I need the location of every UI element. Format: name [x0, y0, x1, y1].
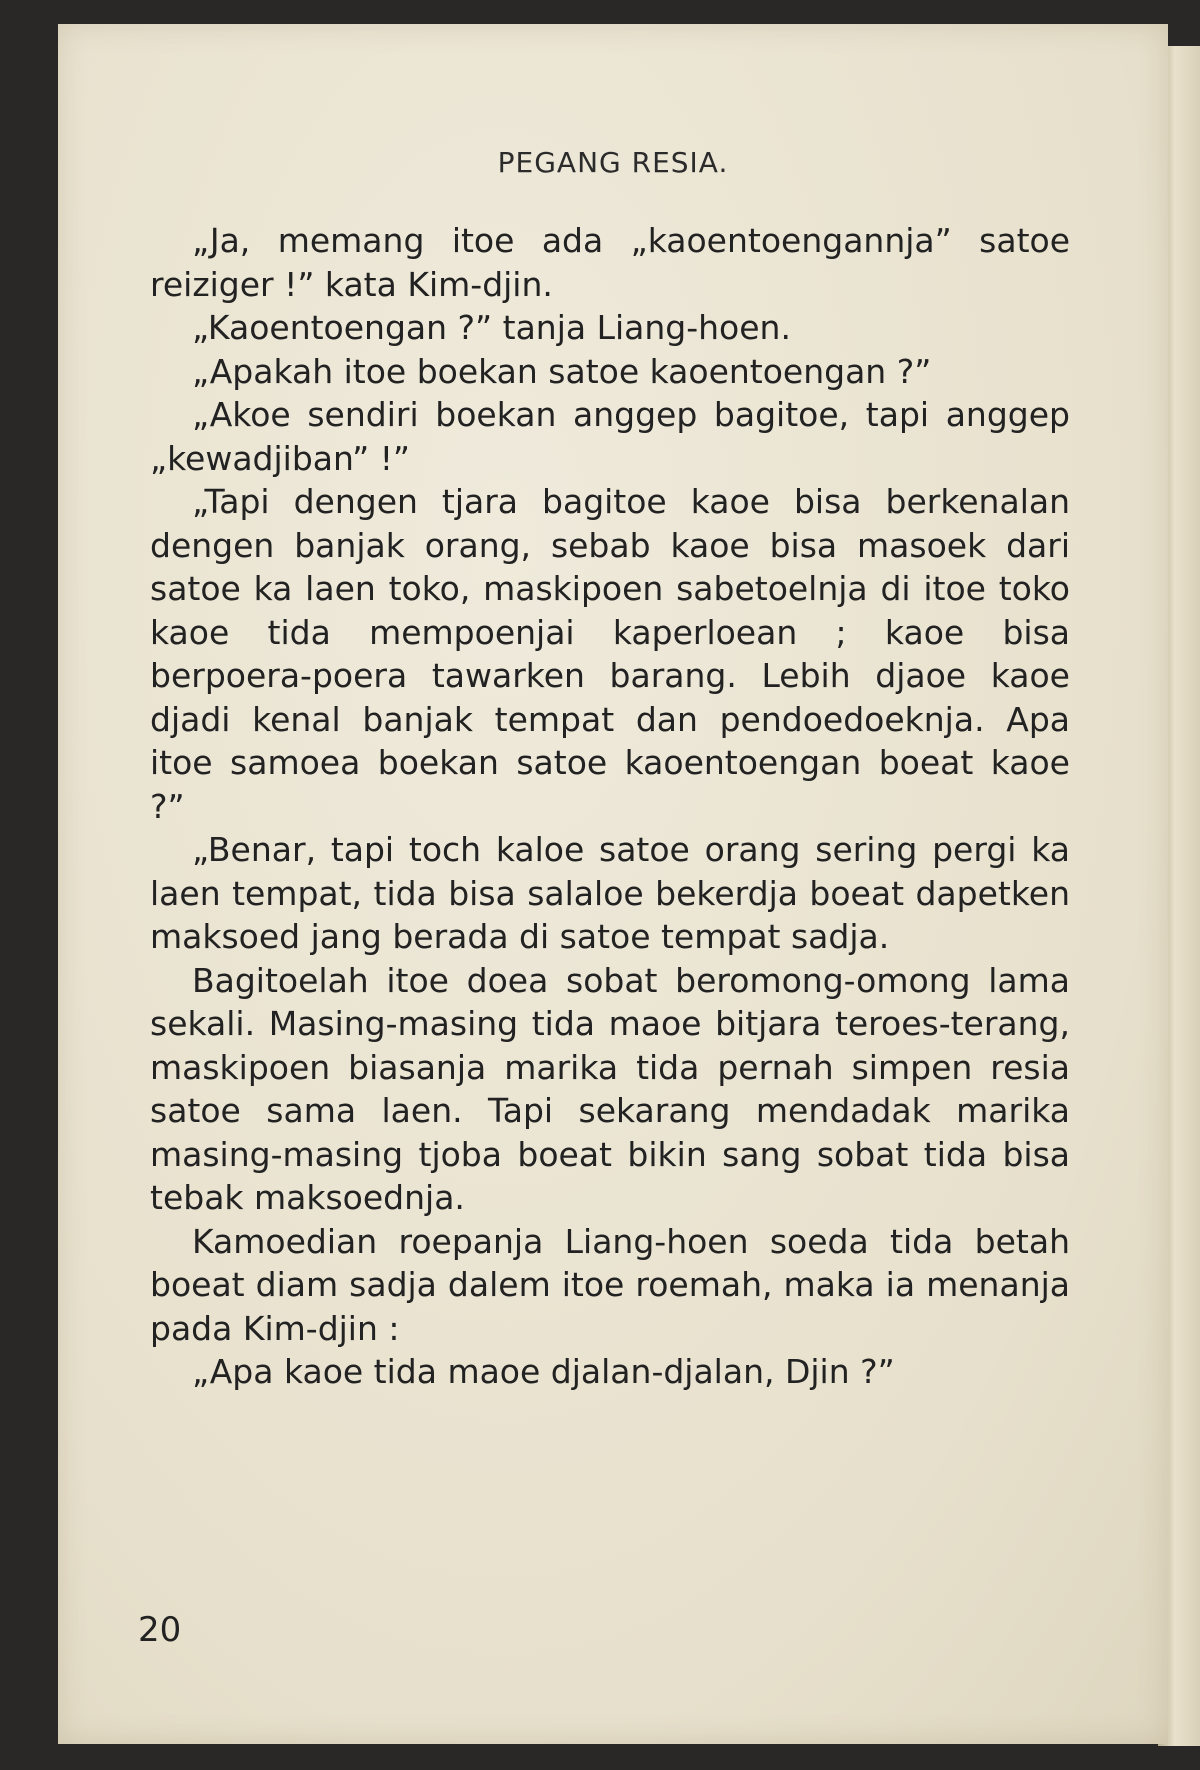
paragraph: „Ja, memang itoe ada „kaoentoengannja” satoe reiziger !” kata Kim-djin. [150, 221, 1070, 304]
paragraph: Kamoedian roepanja Liang-hoen soeda tida betah boeat diam sadja dalem itoe roemah, maka ia menanja pada Kim-djin : [150, 1221, 1070, 1348]
paragraph: „Benar, tapi toch kaloe satoe orang sering pergi ka laen tempat, tida bisa salaloe bekerdja boeat dapetken maksoed jang berada di satoe tempat sadja. [150, 830, 1070, 956]
body-text [150, 219, 1070, 1394]
paragraph: Bagitoelah itoe doea sobat beromong-omong lama sekali. Masing-masing tida maoe bitjara teroes-terang, maskipoen biasanja marika tida pernah simpen resia satoe sama laen. Tapi sekarang mendadak marika masing-masing tjoba boeat bikin sang sobat tida bisa tebak maksoednja. [150, 960, 1070, 1217]
paragraph: „Apakah itoe boekan satoe kaoentoengan ?” [192, 351, 932, 391]
running-head: PEGANG RESIA. [497, 146, 729, 179]
paragraph: „Akoe sendiri boekan anggep bagitoe, tapi anggep „kewadjiban” !” [150, 395, 1070, 478]
book-page [58, 24, 1168, 1744]
paragraph: „Tapi dengen tjara bagitoe kaoe bisa berkenalan dengen banjak orang, sebab kaoe bisa masoek dari satoe ka laen toko, maskipoen sabetoelnja di itoe toko kaoe tida mempoenjai kaperloean ; kaoe bisa berpoera-poera tawarken barang. Lebih djaoe kaoe djadi kenal banjak tempat dan pendoedoeknja. Apa itoe samoea boekan satoe kaoentoengan boeat kaoe ?” [150, 482, 1070, 826]
paragraph: „Apa kaoe tida maoe djalan-djalan, Djin ?” [192, 1352, 895, 1391]
paragraph: „Kaoentoengan ?” tanja Liang-hoen. [192, 308, 791, 347]
page-number: 20 [138, 1610, 182, 1650]
